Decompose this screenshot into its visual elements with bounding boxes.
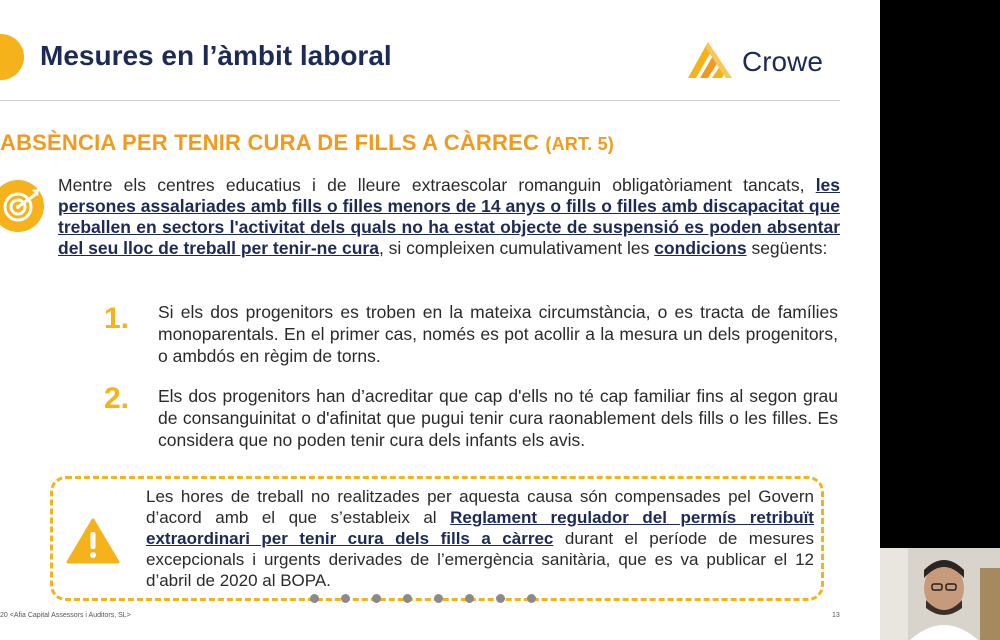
warning-text: [146, 486, 814, 591]
nav-dot[interactable]: [372, 594, 381, 603]
section-title-article: (ART. 5): [545, 134, 614, 154]
nav-dot[interactable]: [496, 594, 505, 603]
logo-text: Crowe: [742, 46, 823, 77]
target-icon: [0, 180, 44, 232]
warning-text-3: durant el període de mesures excepcionals i urgents derivades de l’emergència sanitària, que es va publicar el 12 d’abril de 2020 al BOPA.: [146, 529, 814, 590]
page-number: 13: [832, 612, 840, 619]
webcam-thumbnail[interactable]: [880, 548, 1000, 640]
condition-item-1: Si els dos progenitors es troben en la mateixa circumstància, o es tracta de famílies monoparentals. En el primer cas, només es pot acollir a la mesura un dels progenitors, o ambdós en règim de torns.: [158, 302, 838, 366]
nav-dot[interactable]: [341, 594, 350, 603]
crowe-logo-icon: [686, 40, 736, 82]
intro-text-5: següents:: [751, 238, 828, 258]
section-title-main: ABSÈNCIA PER TENIR CURA DE FILLS A CÀRREC: [0, 130, 540, 155]
condition-number-2: 2.: [104, 382, 130, 415]
nav-dot[interactable]: [310, 594, 319, 603]
section-title: [0, 130, 614, 156]
presenter-video: [880, 548, 1000, 640]
warning-text-1: Les hores de treball no realitzades per aquesta causa són compensades pel Govern d’acord amb el que s’estableix al: [146, 487, 814, 527]
intro-bold-link: les persones assalariades amb fills o filles menors de 14 anys o fills o filles amb discapacitat que treballen en sectors l'activitat dels quals no ha estat objecte de suspensió es poden absentar del seu lloc de treball per tenir-ne cura: [58, 175, 841, 258]
header-divider: [0, 100, 840, 101]
condition-item-2: Els dos progenitors han d’acreditar que cap d'ells no té cap familiar fins al segon grau de consanguinitat o d'afinitat que pugui tenir cura raonablement dels fills o les filles. Es considera que no poden tenir cura dels infants els avis.: [158, 386, 838, 450]
nav-dot[interactable]: [403, 594, 412, 603]
page-title: Mesures en l’àmbit laboral: [40, 40, 392, 71]
header-badge-icon: [0, 34, 24, 80]
nav-dot[interactable]: [434, 594, 443, 603]
conditions-link: condicions: [654, 238, 747, 258]
intro-text-3: , si compleixen cumulativament les: [378, 238, 650, 258]
crowe-logo: [686, 40, 836, 82]
slide-nav-dots[interactable]: [310, 594, 536, 603]
intro-paragraph: [58, 175, 840, 259]
warning-icon: [66, 518, 120, 564]
intro-text-1: Mentre els centres educatius i de lleure extraescolar romanguin obligatòriament tancats,: [58, 175, 805, 195]
nav-dot[interactable]: [527, 594, 536, 603]
condition-number-1: 1.: [104, 302, 130, 335]
regulation-link: Reglament regulador del permís retribuït extraordinari per tenir cura dels fills a càrrec: [146, 508, 814, 548]
video-side-panel: [880, 0, 1000, 640]
nav-dot[interactable]: [465, 594, 474, 603]
footer-text: 20 <Afia Capital Assessors i Auditors, SL>: [0, 612, 131, 619]
